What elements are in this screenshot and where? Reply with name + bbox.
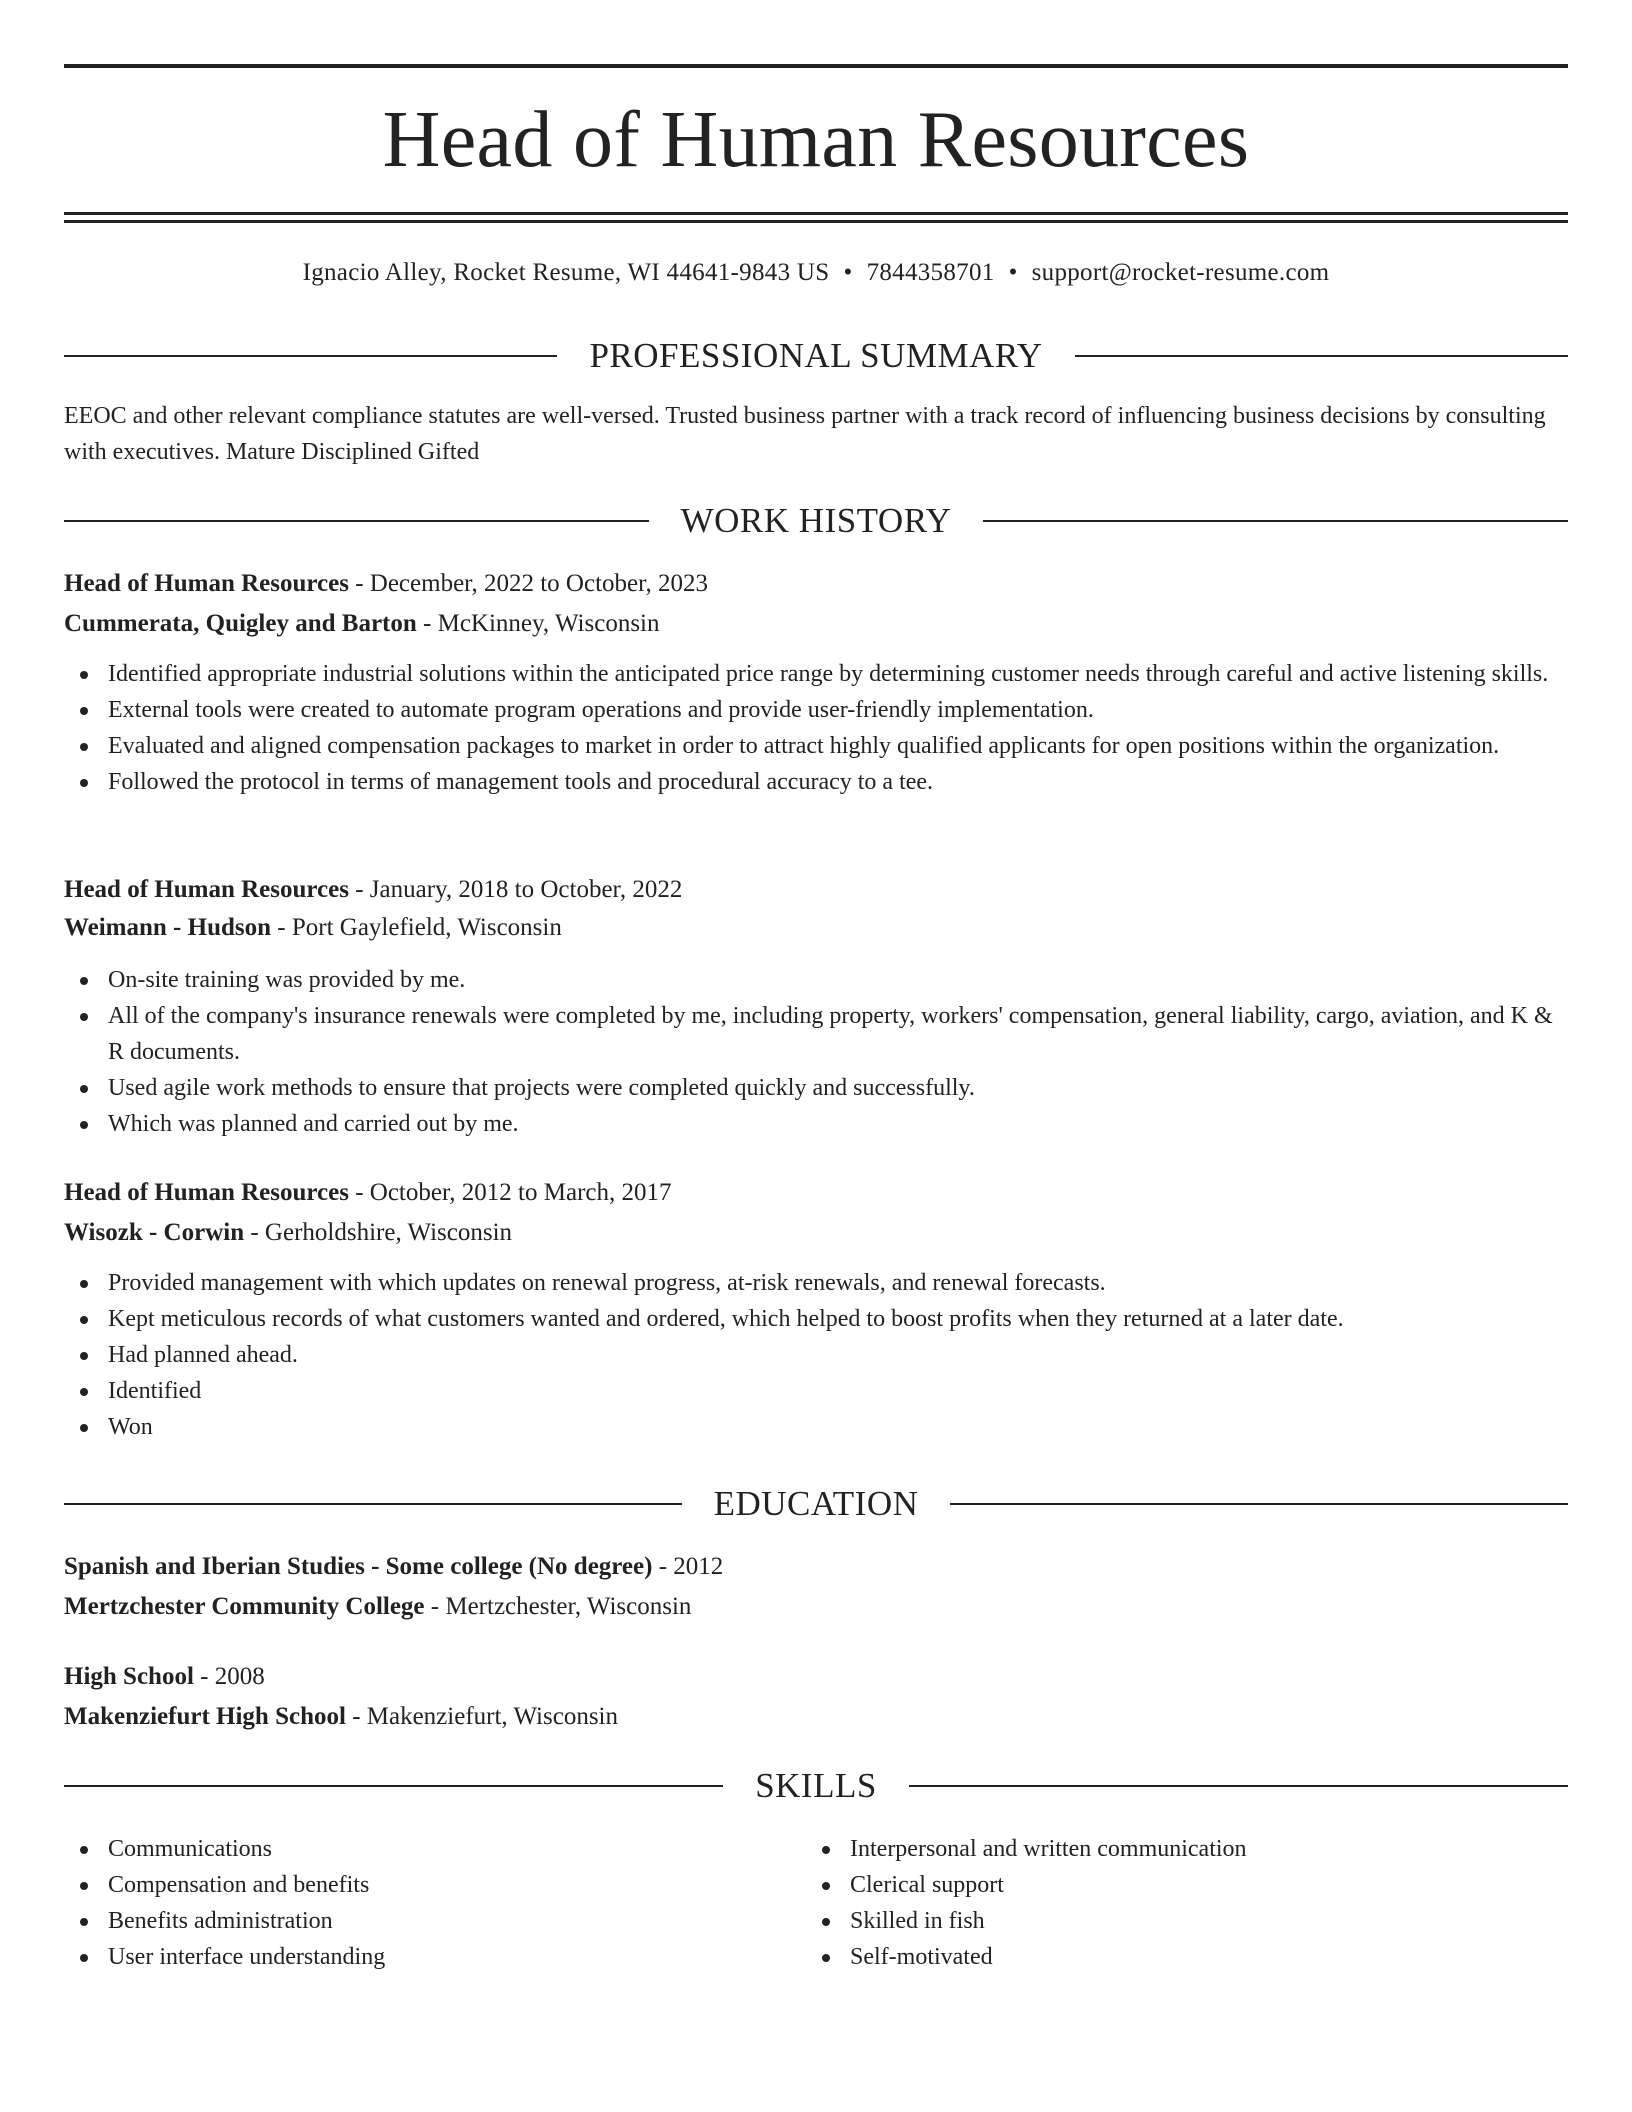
skill-item: Benefits administration — [64, 1903, 764, 1939]
education-degree: High School — [64, 1663, 194, 1690]
job-bullet: Used agile work methods to ensure that projects were completed quickly and successfully. — [64, 1070, 1568, 1106]
heading-rule — [64, 520, 649, 522]
education-location: - Makenziefurt, Wisconsin — [345, 1703, 619, 1730]
education-entry — [64, 1659, 1568, 1735]
job-title-line — [64, 872, 1568, 908]
job-bullet: Provided management with which updates on renewal progress, at-risk renewals, and renewal forecasts. — [64, 1265, 1568, 1301]
skill-item: Communications — [64, 1831, 764, 1867]
job-company: Cummerata, Quigley and Barton — [64, 610, 417, 637]
job-location: - Gerholdshire, Wisconsin — [244, 1219, 513, 1246]
section-title: SKILLS — [755, 1766, 877, 1805]
skill-item: Self-motivated — [806, 1939, 1506, 1975]
job-dates: - January, 2018 to October, 2022 — [348, 876, 683, 903]
section-heading-skills — [64, 1766, 1568, 1806]
job-company: Weimann - Hudson — [64, 914, 272, 941]
job-bullet: Kept meticulous records of what customers wanted and ordered, which helped to boost profits when they returned at a later date. — [64, 1301, 1568, 1337]
contact-line — [64, 257, 1568, 289]
heading-rule — [950, 1503, 1568, 1505]
heading-rule — [64, 1785, 723, 1787]
job-dates: - December, 2022 to October, 2023 — [348, 570, 708, 597]
job-company-line — [64, 910, 1568, 946]
job-bullet: Had planned ahead. — [64, 1337, 1568, 1373]
heading-rule — [64, 1503, 682, 1505]
job-location: - Port Gaylefield, Wisconsin — [271, 914, 562, 941]
section-heading-summary — [64, 336, 1568, 376]
job-company-line — [64, 1215, 1568, 1251]
heading-rule — [64, 355, 557, 357]
job-title: Head of Human Resources — [64, 570, 349, 597]
job-bullet: Won — [64, 1409, 1568, 1445]
section-title: PROFESSIONAL SUMMARY — [589, 336, 1043, 375]
job-dates: - October, 2012 to March, 2017 — [348, 1179, 672, 1206]
contact-email: support@rocket-resume.com — [1031, 259, 1330, 286]
section-title: WORK HISTORY — [680, 501, 952, 540]
job-bullet: Identified appropriate industrial solutions within the anticipated price range by determining customer needs through careful and active listening skills. — [64, 656, 1568, 692]
skill-item: User interface understanding — [64, 1939, 764, 1975]
job-title: Head of Human Resources — [64, 1179, 349, 1206]
job-title: Head of Human Resources — [64, 876, 349, 903]
education-entry — [64, 1549, 1568, 1625]
job-title-line — [64, 1175, 1568, 1211]
resume-page — [64, 0, 1568, 1970]
job-title-line — [64, 566, 1568, 602]
section-title: EDUCATION — [713, 1484, 919, 1523]
skill-item: Interpersonal and written communication — [806, 1831, 1506, 1867]
skills-list — [64, 1831, 764, 1975]
job-bullet: Which was planned and carried out by me. — [64, 1106, 1568, 1142]
section-heading-work — [64, 501, 1568, 541]
section-heading-education — [64, 1484, 1568, 1524]
skill-item: Skilled in fish — [806, 1903, 1506, 1939]
education-school-line — [64, 1699, 1568, 1735]
job-entry — [64, 566, 1568, 800]
job-bullet: Identified — [64, 1373, 1568, 1409]
top-rule — [64, 64, 1568, 68]
education-year: - 2012 — [652, 1553, 724, 1580]
job-bullet: Evaluated and aligned compensation packages to market in order to attract highly qualified applicants for open positions within the organization. — [64, 728, 1568, 764]
education-school-line — [64, 1589, 1568, 1625]
job-entry — [64, 872, 1568, 1142]
education-degree-line — [64, 1659, 1568, 1695]
education-year: - 2008 — [193, 1663, 265, 1690]
skill-item: Clerical support — [806, 1867, 1506, 1903]
summary-text: EEOC and other relevant compliance statutes are well-versed. Trusted business partner with a track record of influencing business decisions by consulting with executives. Mature Disciplined Gifted — [64, 403, 1546, 465]
title-double-rule — [64, 212, 1568, 223]
education-school: Makenziefurt High School — [64, 1703, 346, 1730]
job-bullets — [64, 656, 1568, 800]
contact-phone: 7844358701 — [866, 259, 995, 286]
contact-separator: • — [843, 259, 853, 286]
education-degree: Spanish and Iberian Studies - Some college (No degree) — [64, 1553, 653, 1580]
education-school: Mertzchester Community College — [64, 1593, 425, 1620]
heading-rule — [983, 520, 1568, 522]
job-location: - McKinney, Wisconsin — [416, 610, 660, 637]
heading-rule — [1075, 355, 1568, 357]
skills-left-column — [64, 1831, 764, 1975]
job-bullet: All of the company's insurance renewals were completed by me, including property, workers' compensation, general liability, cargo, aviation, and K & R documents. — [64, 998, 1568, 1070]
job-bullets — [64, 962, 1568, 1142]
job-bullets — [64, 1265, 1568, 1445]
heading-rule — [909, 1785, 1568, 1787]
job-company: Wisozk - Corwin — [64, 1219, 245, 1246]
skills-list — [806, 1831, 1506, 1975]
resume-title: Head of Human Resources — [382, 96, 1250, 184]
job-bullet: Followed the protocol in terms of management tools and procedural accuracy to a tee. — [64, 764, 1568, 800]
education-location: - Mertzchester, Wisconsin — [424, 1593, 692, 1620]
education-degree-line — [64, 1549, 1568, 1585]
skill-item: Compensation and benefits — [64, 1867, 764, 1903]
job-company-line — [64, 606, 1568, 642]
skills-right-column — [806, 1831, 1506, 1975]
job-entry — [64, 1175, 1568, 1445]
contact-address: Ignacio Alley, Rocket Resume, WI 44641-9843 US — [302, 259, 830, 286]
job-bullet: On-site training was provided by me. — [64, 962, 1568, 998]
contact-separator: • — [1008, 259, 1018, 286]
job-bullet: External tools were created to automate program operations and provide user-friendly implementation. — [64, 692, 1568, 728]
